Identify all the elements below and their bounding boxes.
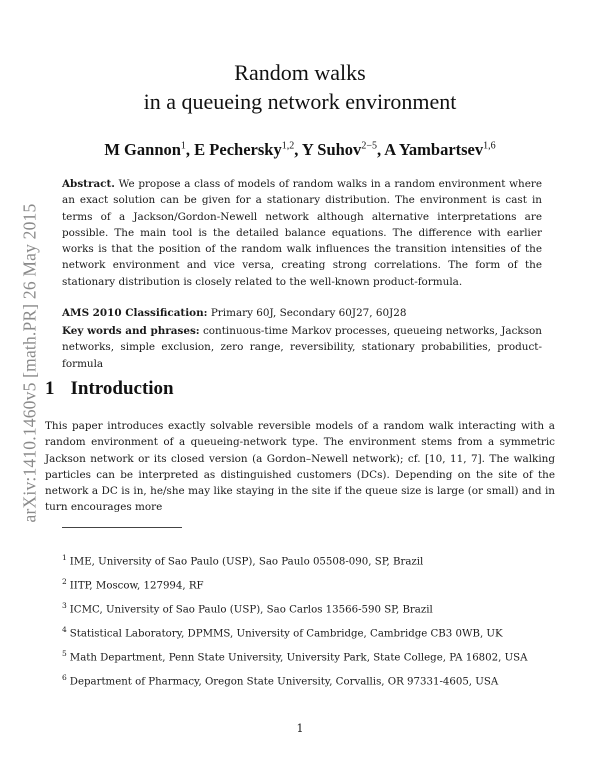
footnote-item <box>62 596 528 620</box>
abstract-paragraph <box>62 176 542 290</box>
section-number: 1 <box>45 378 55 399</box>
footnote-mark: 5 <box>62 648 67 658</box>
footnote-item <box>62 548 528 572</box>
author-affiliation-mark: 1 <box>180 140 186 152</box>
footnote-mark: 2 <box>62 576 67 586</box>
section-title: Introduction <box>70 378 174 399</box>
footnote-item <box>62 644 528 668</box>
ams-text: Primary 60J, Secondary 60J27, 60J28 <box>210 307 407 319</box>
footnote-item <box>62 572 528 596</box>
ams-label: AMS 2010 Classification: <box>62 307 208 319</box>
page-number: 1 <box>296 722 304 735</box>
author-list <box>0 140 600 160</box>
footnote-item <box>62 668 528 692</box>
footnote-mark: 1 <box>62 553 67 562</box>
footnote-text: Department of Pharmacy, Oregon State University, Corvallis, OR 97331-4605, USA <box>69 676 499 688</box>
footnote-mark: 4 <box>62 624 67 634</box>
footnote-list <box>62 548 528 692</box>
author-separator: , <box>185 140 195 159</box>
arxiv-identifier-stamp: arXiv:1410.1460v5 [math.PR] 26 May 2015 <box>19 203 40 523</box>
author-name: M Gannon <box>104 140 181 159</box>
footnote-divider <box>62 527 182 528</box>
ams-classification <box>62 305 542 321</box>
keywords-paragraph <box>62 323 542 372</box>
footnote-text: Statistical Laboratory, DPMMS, University of Cambridge, Cambridge CB3 0WB, UK <box>69 628 503 640</box>
author-separator: , <box>376 140 385 159</box>
paper-title-line-2: in a queueing network environment <box>143 89 457 114</box>
footnote-text: ICMC, University of Sao Paulo (USP), Sao Carlos 13566-590 SP, Brazil <box>69 604 433 616</box>
footnote-mark: 6 <box>62 672 67 682</box>
author-affiliation-mark: 2−5 <box>361 140 377 152</box>
author-name: A Yambartsev <box>384 140 484 159</box>
footnote-item <box>62 620 528 644</box>
author-affiliation-mark: 1,6 <box>483 140 496 152</box>
footnote-text: IITP, Moscow, 127994, RF <box>69 580 204 592</box>
keywords-text: continuous-time Markov processes, queueing networks, Jackson networks, simple exclusion, zero range, reversibility, stationary probabilities, product-formula <box>62 325 542 370</box>
footnote-text: Math Department, Penn State University, University Park, State College, PA 16802, USA <box>69 652 528 664</box>
author-separator: , <box>294 140 302 159</box>
abstract-text: We propose a class of models of random walks in a random environment where an exact solution can be given for a stationary distribution. The environment is cast in terms of a Jackson/Gordon-Newell network although alternative interpretations are possible. The main tool is the detailed balance equations. The difference with earlier works is that the position of the random walk influences the transition intensities of the network environment and vice versa, creating strong correlations. The form of the stationary distribution is closely related to the well-known product-formula. <box>62 178 542 288</box>
footnote-text: IME, University of Sao Paulo (USP), Sao Paulo 05508-090, SP, Brazil <box>69 556 424 568</box>
introduction-paragraph: This paper introduces exactly solvable reversible models of a random walk interacting with a random environment of a queueing-network type. The environment stems from a symmetric Jackson network or its closed version (a Gordon–Newell network); cf. [10, 11, 7]. The walking particles can be interpreted as distinguished customers (DCs). Depending on the site of the network a DC is in, he/she may like staying in the site if the queue size is large (or small) and in turn encourages more <box>45 420 555 514</box>
paper-title-line-1: Random walks <box>234 60 366 85</box>
keywords-label: Key words and phrases: <box>62 325 200 337</box>
author-affiliation-mark: 1,2 <box>281 140 295 152</box>
author-name: Y Suhov <box>301 140 362 159</box>
author-name: E Pechersky <box>194 140 282 159</box>
section-heading <box>45 378 174 400</box>
abstract-label: Abstract. <box>62 178 115 190</box>
footnote-mark: 3 <box>62 600 67 610</box>
